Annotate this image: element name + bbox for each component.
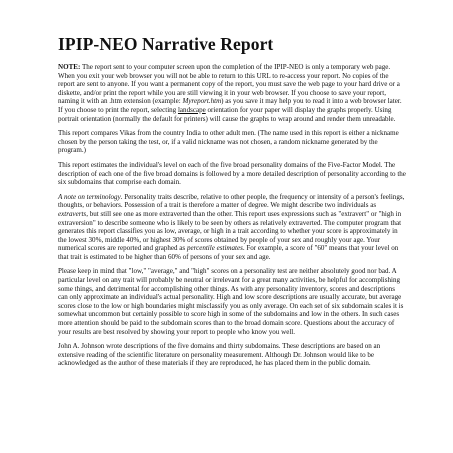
note-text-1: The report sent to your computer screen upon the completion of the IPIP-NEO is only a temporary web page. When you exit your web browser you will not be able to return to this URL to re-access your report. No copies of the report are sent to anyone. If you want a permanent copy of the report, you must save the web page to your hard drive or a diskette, and/or print the report while you are still viewing it in your web browser. If you choose to save your report, naming it with an .htm extension (example: [58, 63, 400, 106]
terminology-label: A note on terminology [58, 192, 121, 201]
landscape-link[interactable]: landscape [177, 105, 206, 114]
terminology-text-2: , but still see one as more extraverted than the other. This report uses expressions such as "extravert" or "high in extraversion" to describe someone who is likely to be seen by others as relatively extraverted. The computer program that generates this report classifies you as low, average, or high in a trait according to whether your score is approximately in the lowest 30%, middle 40%, or highest 30% of scores obtained by people of your sex and roughly your age. Your numerical scores are reported and graphed as [58, 209, 402, 253]
estimates-paragraph: This report estimates the individual's level on each of the five broad personality domains of the Five-Factor Model. The description of each one of the five broad domains is followed by a more detailed description of personality according to the six subdomains that comprise each domain. [58, 160, 406, 187]
percentile-term: percentile estimates [186, 244, 243, 253]
note-example-file: Myreport.htm [182, 97, 222, 106]
note-label: NOTE: [58, 63, 81, 71]
note-paragraph [58, 63, 406, 123]
note-text-3: orientation for your paper will display the graphs properly. Using portrait orientation (normally the default for printers) will cause the graphs to wrap around and render them unreadable. [58, 105, 396, 123]
report-page [58, 34, 406, 374]
extraverts-term: extraverts [58, 209, 87, 218]
terminology-text-1: . Personality traits describe, relative to other people, the frequency or intensity of a person's feelings, thoughts, or behaviors. Possession of a trait is therefore a matter of degree. We might describe two individuals as [58, 192, 405, 210]
comparison-paragraph: This report compares Vikas from the country India to other adult men. (The name used in this report is either a nickname chosen by the person taking the test, or, if a valid nickname was not chosen, a random nickname generated by the program.) [58, 129, 399, 155]
report-title: IPIP-NEO Narrative Report [58, 34, 274, 54]
note-text-2: ) as you save it may help you to read it into a web browser later. If you choose to print the report, selecting [58, 97, 402, 114]
keep-in-mind-paragraph: Please keep in mind that "low," "average," and "high" scores on a personality test are neither absolutely good nor bad. A particular level on any trait will probably be neutral or irrelevant for a great many activities, be helpful for accomplishing some things, and detrimental for accomplishing other things. As with any personality inventory, scores and descriptions can only approximate an individual's actual personality. High and low score descriptions are usually accurate, but average scores close to the low or high boundaries might misclassify you as only average. On each set of six subdomain scales it is somewhat uncommon but certainly possible to score high in some of the subdomains and low in the others. In such cases more attention should be paid to the subdomain scores than to the broad domain score. Questions about the accuracy of your results are best resolved by showing your report to people who know you well. [58, 267, 404, 336]
terminology-paragraph [58, 193, 406, 262]
terminology-text-3: . For example, a score of "60" means that your level on that trait is estimated to be higher than 60% of persons of your sex and age. [58, 244, 399, 261]
author-paragraph: John A. Johnson wrote descriptions of the five domains and thirty subdomains. These descriptions are based on an extensive reading of the scientific literature on personality measurement. Although Dr. Johnson would like to be acknowledged as the author of these materials if they are reproduced, he has placed them in the public domain. [58, 342, 381, 368]
